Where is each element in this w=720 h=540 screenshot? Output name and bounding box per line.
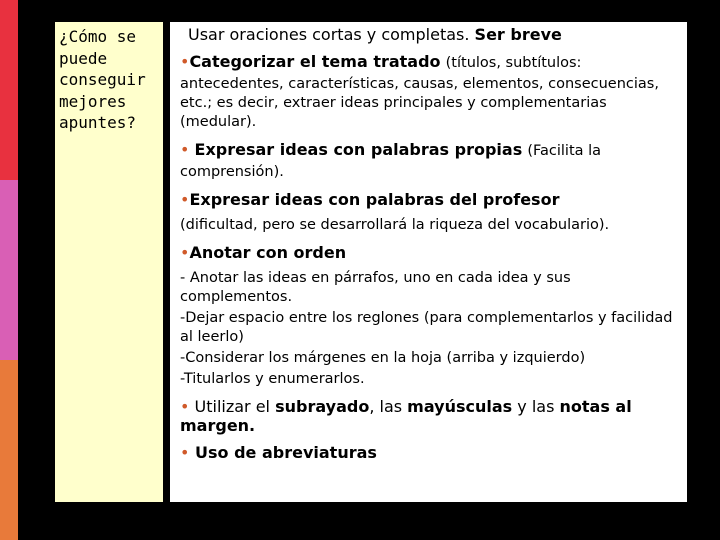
item-abbrev xyxy=(180,443,679,462)
order-line: -Considerar los márgenes en la hoja (arriba y izquierdo) xyxy=(180,350,586,366)
bullet-icon: • xyxy=(180,140,190,159)
categorize-note: (títulos, subtítulos: xyxy=(445,55,582,71)
bullet-icon: • xyxy=(180,52,190,71)
bullet-icon: • xyxy=(180,397,190,416)
bullet-icon: • xyxy=(180,443,190,462)
question-line: mejores xyxy=(59,91,127,111)
own-words-details: comprensión). xyxy=(180,164,284,180)
underline-text-1: Utilizar el xyxy=(189,397,276,416)
underline-bold-3: notas al margen. xyxy=(180,397,632,435)
underline-text-2: , las xyxy=(369,397,408,416)
intro-line xyxy=(188,25,679,44)
question-line: apuntes? xyxy=(59,113,137,132)
question-line: conseguir xyxy=(59,70,146,89)
underline-text-3: y las xyxy=(512,397,560,416)
content-panel xyxy=(170,22,687,502)
intro-text: Usar oraciones cortas y completas. xyxy=(188,25,475,44)
abbrev-heading: Uso de abreviaturas xyxy=(189,443,377,462)
intro-bold: Ser breve xyxy=(474,25,562,44)
accent-stripe-red xyxy=(0,0,18,180)
professor-words-heading: Expresar ideas con palabras del profesor xyxy=(189,190,560,209)
professor-words-details: (dificultad, pero se desarrollará la riqueza del vocabulario). xyxy=(180,217,610,233)
order-heading: Anotar con orden xyxy=(189,243,347,262)
own-words-note: (Facilita la xyxy=(527,143,602,159)
item-own-words xyxy=(180,140,679,182)
item-underline xyxy=(180,397,679,435)
question-line: ¿Cómo se xyxy=(59,27,137,46)
own-words-heading: Expresar ideas con palabras propias xyxy=(194,140,523,159)
question-text xyxy=(59,26,163,134)
order-line: -Titularlos y enumerarlos. xyxy=(180,371,365,387)
categorize-details: antecedentes, características, causas, elementos, consecuencias, etc.; es decir, extraer ideas principales y complementarias (medular). xyxy=(180,76,659,130)
underline-bold-2: mayúsculas xyxy=(407,397,513,416)
accent-stripe-pink xyxy=(0,180,18,360)
order-line: -Dejar espacio entre los reglones (para complementarlos y facilidad al leerlo) xyxy=(180,310,673,345)
question-panel xyxy=(55,22,163,502)
underline-bold-1: subrayado xyxy=(275,397,370,416)
bullet-icon: • xyxy=(180,190,190,209)
order-line: - Anotar las ideas en párrafos, uno en cada idea y sus complementos. xyxy=(180,270,571,305)
accent-stripe-orange xyxy=(0,360,18,540)
question-line: puede xyxy=(59,48,108,68)
categorize-heading: Categorizar el tema tratado xyxy=(189,52,441,71)
item-order xyxy=(180,243,679,389)
bullet-icon: • xyxy=(180,243,190,262)
item-professor-words xyxy=(180,190,679,235)
content-body xyxy=(170,22,687,462)
item-categorize xyxy=(180,52,679,132)
